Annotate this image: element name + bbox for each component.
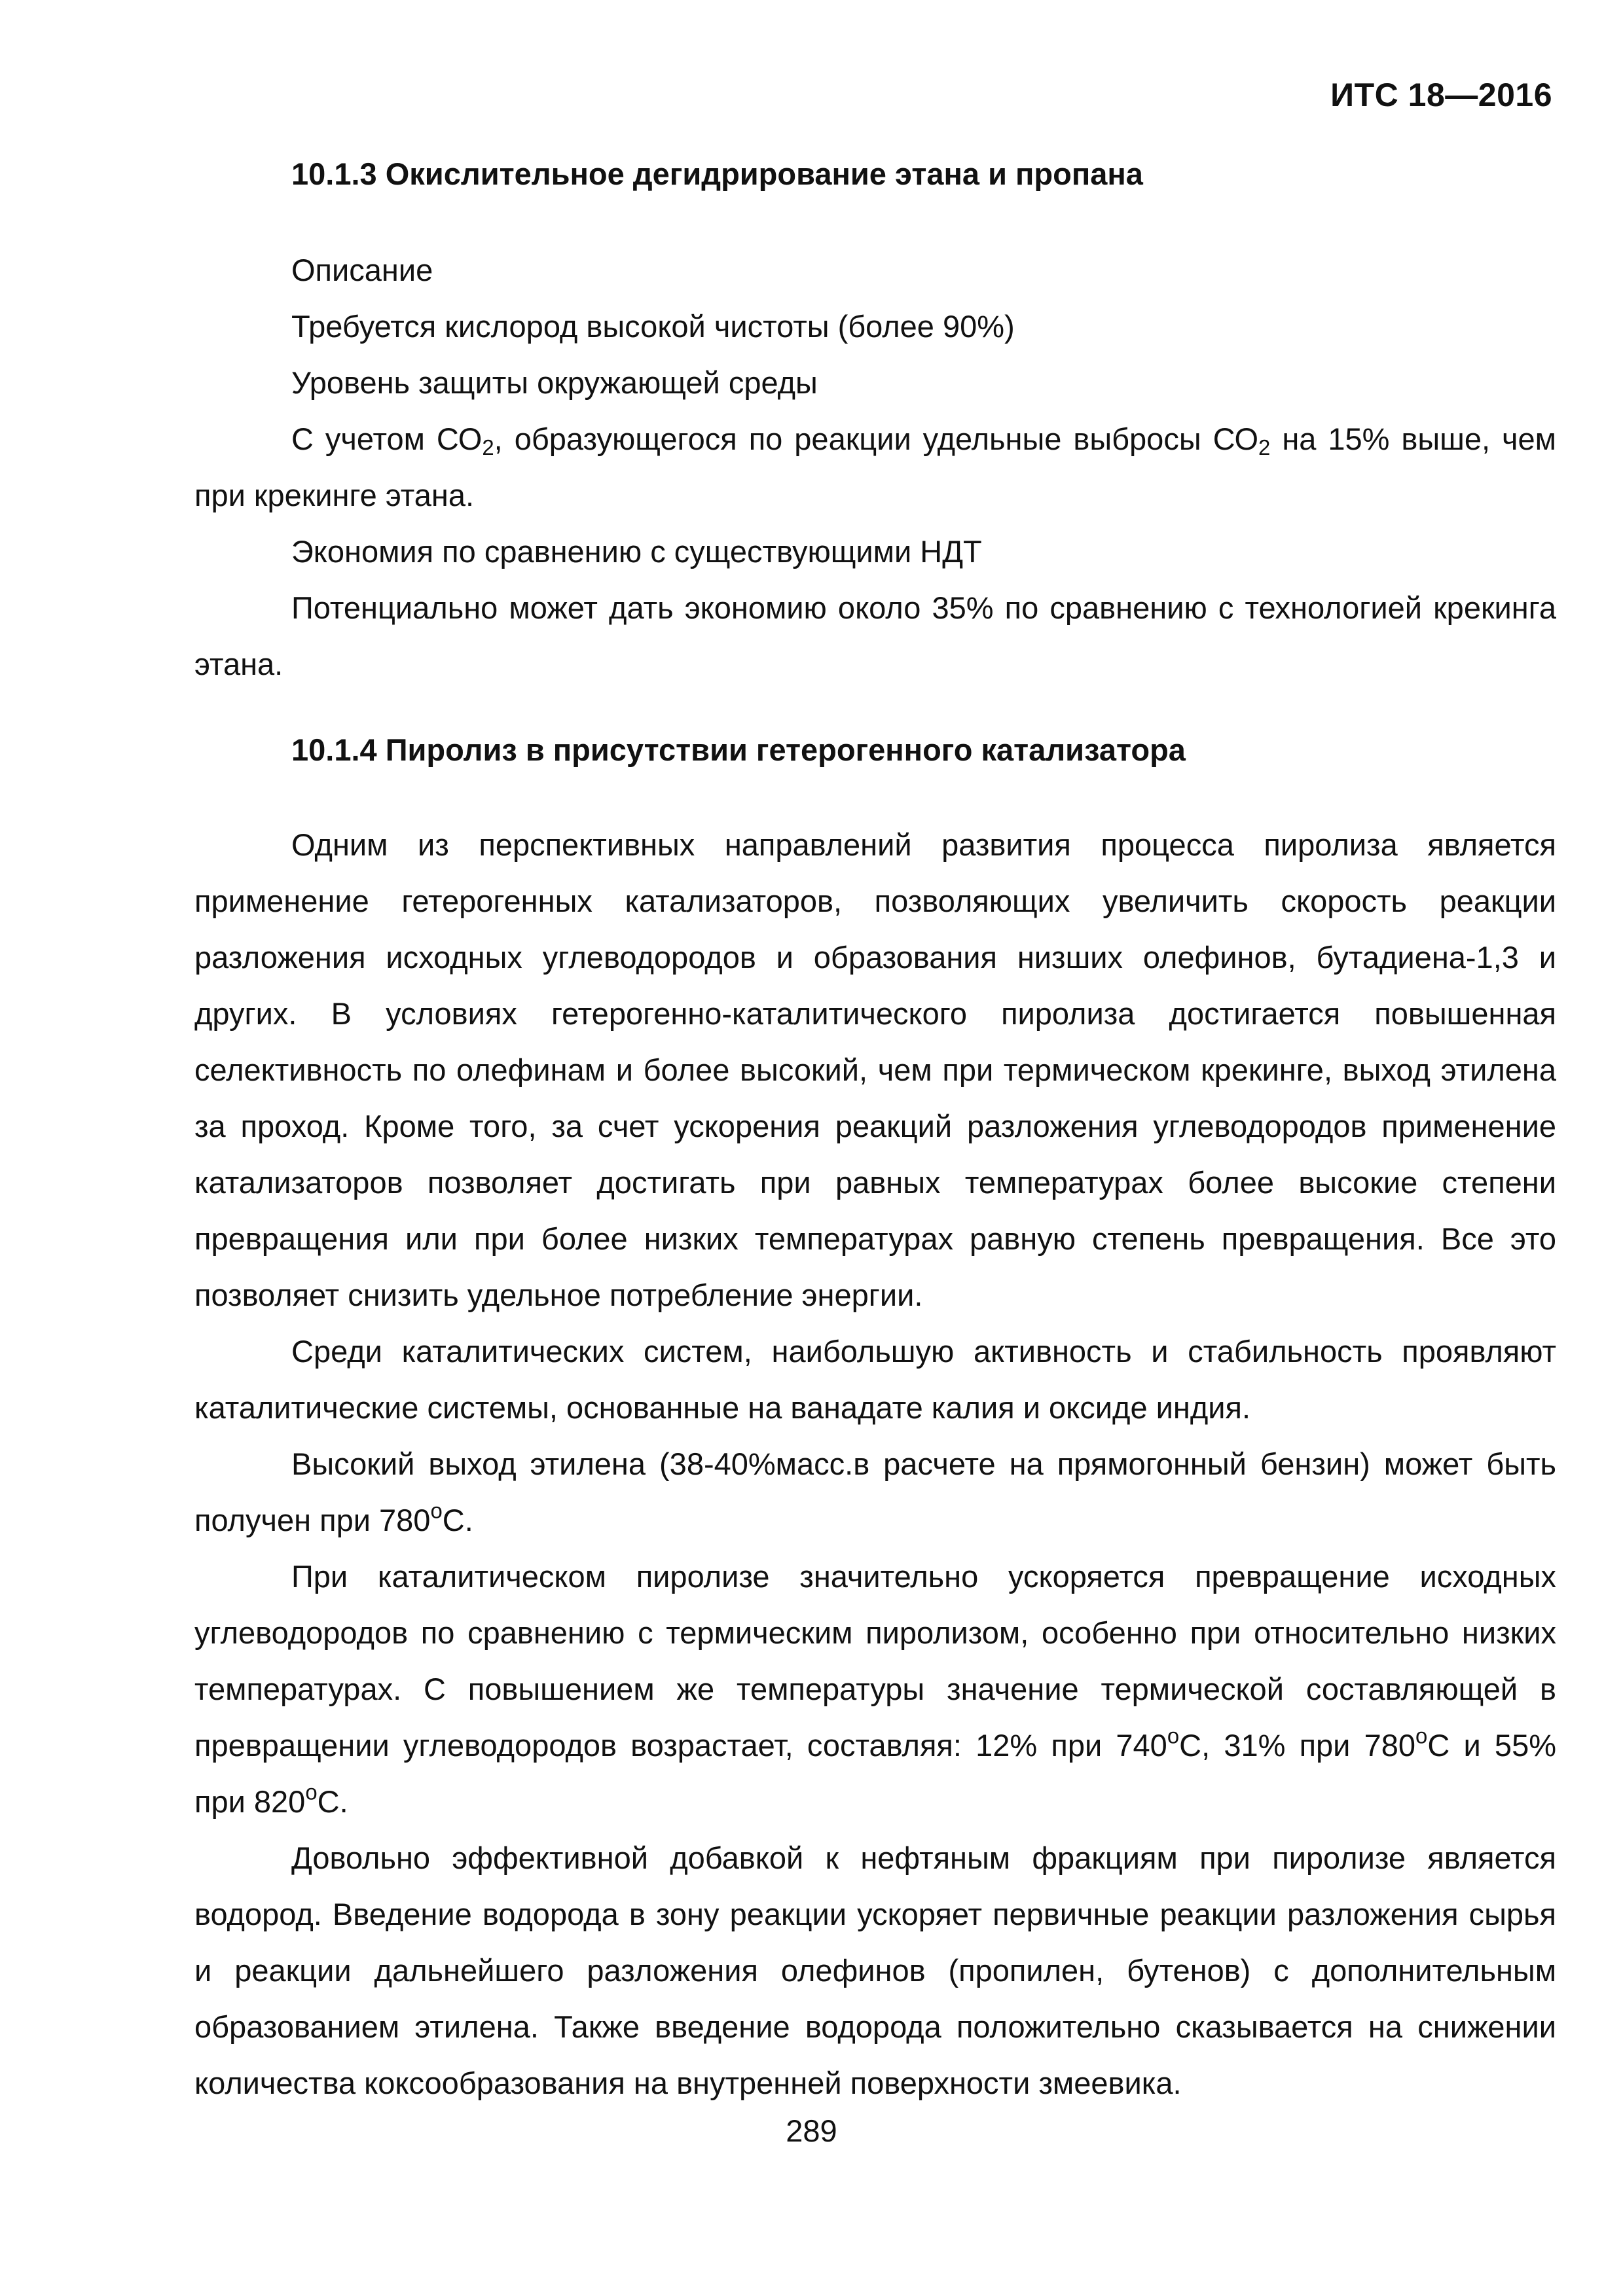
section-heading: 10.1.3 Окислительное дегидрирование этана и пропана [291, 156, 1143, 191]
section-10-1-3-body [194, 242, 1556, 692]
co2-emissions-paragraph: С учетом $СО_2$, образующегося по реакции удельные выбросы $СО_2$ на 15% выше, чем при крекинге этана. [194, 422, 1556, 512]
section-heading: 10.1.4 Пиролиз в присутствии гетерогенного катализатора [291, 732, 1186, 767]
section-10-1-4 [194, 732, 1556, 768]
paragraph-catalysts-intro: Одним из перспективных направлений развития процесса пиролиза является применение гетерогенных катализаторов, позволяющих увеличить скорость реакции разложения исходных углеводородов и образования низших олефинов, бутадиена-1,3 и других. В условиях гетерогенно-каталитического пиролиза достигается повышенная селективность по олефинам и более высокий, чем при термическом крекинге, выход этилена за проход. Кроме того, за счет ускорения реакций разложения углеводородов применение катализаторов позволяет достигать при равных температурах более высокие степени превращения или при более низких температурах равную степень превращения. Все это позволяет снизить удельное потребление энергии. [194, 827, 1556, 1312]
paragraph-ethylene-yield: Высокий выход этилена (38-40%масс.в расчете на прямогонный бензин) может быть получен при $780^оС$. [194, 1446, 1556, 1537]
page-number: 289 [786, 2113, 837, 2148]
description-label: Описание [291, 253, 433, 287]
oxygen-requirement: Требуется кислород высокой чистоты (более 90%) [291, 309, 1015, 344]
paragraph-catalytic-pyrolysis: При каталитическом пиролизе значительно ускоряется превращение исходных углеводородов по сравнению с термическим пиролизом, особенно при относительно низких температурах. С повышением же температуры значение термической составляющей в превращении углеводородов возрастает, составляя: 12% при $740^оС$, 31% при $780^оС$ и 55% при $820^оС$. [194, 1559, 1556, 1819]
environment-protection-label: Уровень защиты окружающей среды [291, 365, 818, 400]
paragraph-catalytic-systems: Среди каталитических систем, наибольшую активность и стабильность проявляют каталитические системы, основанные на ванадате калия и оксиде индия. [194, 1334, 1556, 1425]
section-10-1-4-body [194, 817, 1556, 2111]
document-code: ИТС 18—2016 [1330, 77, 1552, 113]
economy-label: Экономия по сравнению с существующими НДТ [291, 534, 982, 569]
economy-paragraph: Потенциально может дать экономию около 35% по сравнению с технологией крекинга этана. [194, 590, 1556, 681]
section-10-1-3 [194, 156, 1556, 192]
paragraph-hydrogen-additive: Довольно эффективной добавкой к нефтяным фракциям при пиролизе является водород. Введение водорода в зону реакции ускоряет первичные реакции разложения сырья и реакции дальнейшего разложения олефинов (пропилен, бутенов) с дополнительным образованием этилена. Также введение водорода положительно сказывается на снижении количества коксообразования на внутренней поверхности змеевика. [194, 1840, 1556, 2100]
